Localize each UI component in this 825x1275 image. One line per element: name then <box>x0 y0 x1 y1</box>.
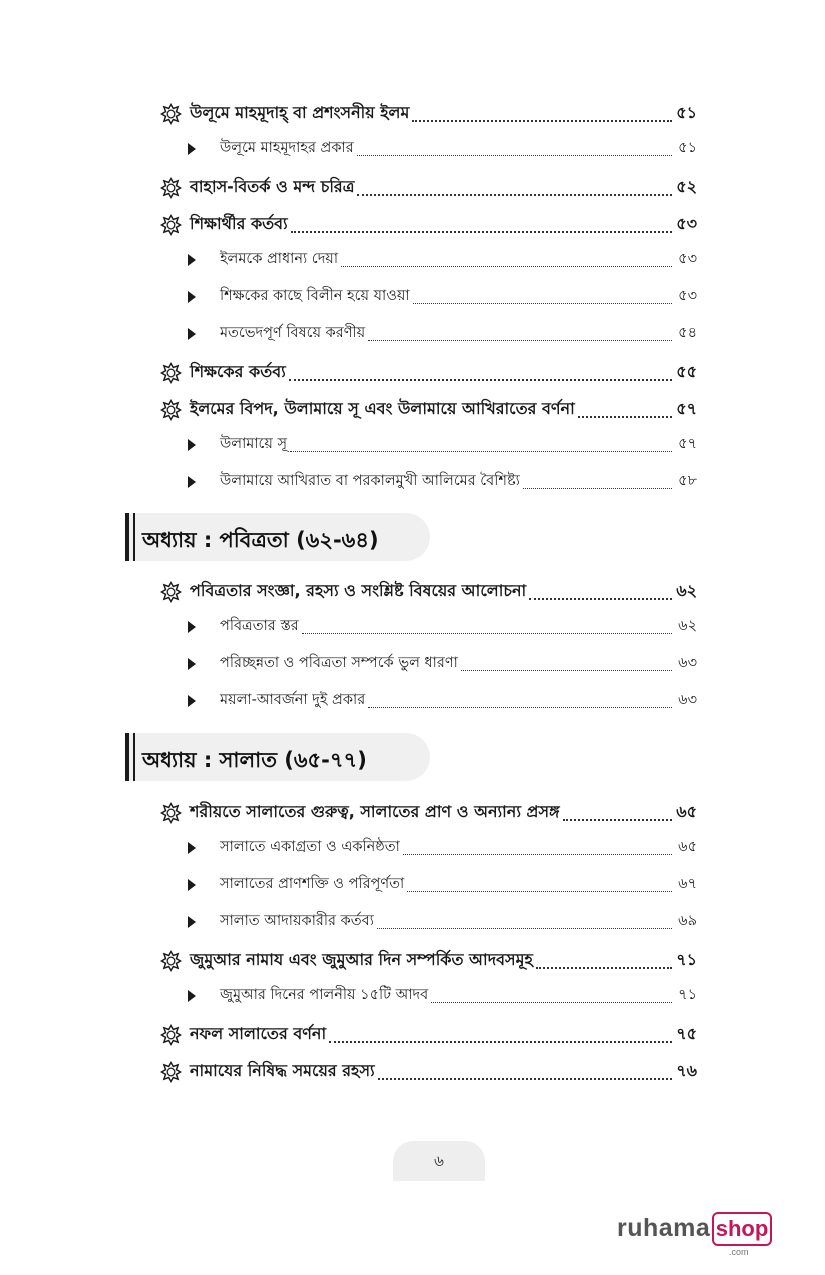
entry-title: বাহাস-বিতর্ক ও মন্দ চরিত্র <box>190 177 355 196</box>
dot-leader <box>407 891 672 892</box>
logo-shop-text: shop <box>715 1216 769 1241</box>
entry-title: পবিত্রতার স্তর <box>220 618 299 634</box>
entry-page-number: ৬৫ <box>678 839 697 855</box>
dot-leader <box>291 231 672 233</box>
chapter-bar <box>125 733 129 781</box>
entry-page-number: ৭১ <box>678 987 697 1003</box>
chapter-heading <box>125 733 430 781</box>
entry-title: জুমুআর নামায এবং জুমুআর দিন সম্পর্কিত আদবসমূহ <box>190 950 533 969</box>
triangle-right-icon <box>188 621 196 633</box>
dot-leader <box>431 1002 672 1003</box>
entry-title: ময়লা-আবর্জনা দুই প্রকার <box>220 692 366 708</box>
entry-page-number: ৫৭ <box>676 399 697 418</box>
entry-title: পবিত্রতার সংজ্ঞা, রহস্য ও সংশ্লিষ্ট বিষয়ের আলোচনা <box>190 581 527 600</box>
toc-subentry[interactable] <box>188 322 697 346</box>
dot-leader <box>578 416 672 418</box>
triangle-right-icon <box>188 990 196 1002</box>
dot-leader <box>289 379 672 381</box>
toc-entry[interactable] <box>160 359 697 386</box>
octagram-star-icon <box>160 214 182 236</box>
entry-page-number: ৭১ <box>676 950 697 969</box>
triangle-right-icon <box>188 695 196 707</box>
page-number: ৬ <box>393 1141 485 1181</box>
entry-title: শিক্ষার্থীর কর্তব্য <box>190 214 288 233</box>
logo-shop-box <box>712 1212 772 1246</box>
toc-subentry[interactable] <box>188 984 697 1008</box>
entry-page-number: ৬৭ <box>678 876 697 892</box>
dot-leader <box>529 598 672 600</box>
entry-title: সালাতের প্রাণশক্তি ও পরিপূর্ণতা <box>220 876 405 892</box>
entry-page-number: ৭৫ <box>676 1024 697 1043</box>
entry-page-number: ৬৯ <box>678 913 697 929</box>
triangle-right-icon <box>188 658 196 670</box>
dot-leader <box>523 488 672 489</box>
toc-subentry[interactable] <box>188 285 697 309</box>
ruhama-shop-logo <box>617 1212 777 1260</box>
toc-subentry[interactable] <box>188 836 697 860</box>
toc-subentry[interactable] <box>188 433 697 457</box>
entry-page-number: ৫২ <box>676 177 697 196</box>
octagram-star-icon <box>160 581 182 603</box>
entry-page-number: ৫১ <box>676 103 697 122</box>
triangle-right-icon <box>188 916 196 928</box>
entry-page-number: ৫১ <box>678 140 697 156</box>
triangle-right-icon <box>188 143 196 155</box>
entry-page-number: ৫৩ <box>678 251 697 267</box>
triangle-right-icon <box>188 254 196 266</box>
dot-leader <box>378 1078 672 1080</box>
toc-subentry[interactable] <box>188 470 697 494</box>
octagram-star-icon <box>160 103 182 125</box>
octagram-star-icon <box>160 1061 182 1083</box>
entry-page-number: ৬৩ <box>678 655 697 671</box>
entry-title: শিক্ষকের কর্তব্য <box>190 362 286 381</box>
entry-title: নামাযের নিষিদ্ধ সময়ের রহস্য <box>190 1061 375 1080</box>
toc-entry[interactable] <box>160 100 697 127</box>
dot-leader <box>461 670 672 671</box>
entry-title: উলামায়ে আখিরাত বা পরকালমুখী আলিমের বৈশিষ্ট্য <box>220 473 520 489</box>
dot-leader <box>357 194 672 196</box>
entry-page-number: ৬২ <box>676 581 697 600</box>
toc-entry[interactable] <box>160 396 697 423</box>
entry-title: জুমুআর দিনের পালনীয় ১৫টি আদব <box>220 987 429 1003</box>
toc-subentry[interactable] <box>188 137 697 161</box>
toc-entry[interactable] <box>160 947 697 974</box>
dot-leader <box>377 928 672 929</box>
toc-entry[interactable] <box>160 1058 697 1085</box>
toc-entry[interactable] <box>160 174 697 201</box>
entry-page-number: ৫৮ <box>678 473 697 489</box>
chapter-heading <box>125 513 430 561</box>
entry-title: উলামায়ে সূ <box>220 436 288 452</box>
dot-leader <box>403 854 672 855</box>
dot-leader <box>329 1041 672 1043</box>
logo-domain-text: .com <box>729 1247 749 1257</box>
entry-page-number: ৫৫ <box>676 362 697 381</box>
chapter-bar <box>125 513 129 561</box>
dot-leader <box>563 819 672 821</box>
chapter-title: অধ্যায় : পবিত্রতা (৬২-৬৪) <box>142 528 379 552</box>
toc-subentry[interactable] <box>188 248 697 272</box>
dot-leader <box>290 451 672 452</box>
entry-title: মতভেদপূর্ণ বিষয়ে করণীয় <box>220 325 366 341</box>
octagram-star-icon <box>160 950 182 972</box>
entry-title: উলূমে মাহমূদাহর প্রকার <box>220 140 354 156</box>
dot-leader <box>413 303 672 304</box>
toc-subentry[interactable] <box>188 615 697 639</box>
chapter-bar <box>133 733 135 781</box>
triangle-right-icon <box>188 842 196 854</box>
dot-leader <box>357 155 672 156</box>
dot-leader <box>536 967 672 969</box>
toc-subentry[interactable] <box>188 689 697 713</box>
octagram-star-icon <box>160 399 182 421</box>
toc-entry[interactable] <box>160 1021 697 1048</box>
dot-leader <box>341 266 672 267</box>
octagram-star-icon <box>160 362 182 384</box>
chapter-title: অধ্যায় : সালাত (৬৫-৭৭) <box>142 748 367 772</box>
entry-page-number: ৭৬ <box>676 1061 697 1080</box>
entry-title: উলূমে মাহমূদাহ্‌ বা প্রশংসনীয় ইলম <box>190 103 410 122</box>
dot-leader <box>368 340 672 341</box>
entry-page-number: ৬৩ <box>678 692 697 708</box>
dot-leader <box>412 120 672 122</box>
entry-page-number: ৫৩ <box>676 214 697 233</box>
entry-title: ইলমকে প্রাধান্য দেয়া <box>220 251 339 267</box>
triangle-right-icon <box>188 476 196 488</box>
entry-title: শিক্ষকের কাছে বিলীন হয়ে যাওয়া <box>220 288 410 304</box>
toc-subentry[interactable] <box>188 652 697 676</box>
toc-entry[interactable] <box>160 211 697 238</box>
dot-leader <box>368 707 672 708</box>
octagram-star-icon <box>160 802 182 824</box>
entry-page-number: ৫৪ <box>678 325 697 341</box>
triangle-right-icon <box>188 328 196 340</box>
dot-leader <box>302 633 672 634</box>
toc-entry[interactable] <box>160 799 697 826</box>
logo-text: ruhama <box>617 1214 711 1242</box>
entry-page-number: ৬৫ <box>676 802 697 821</box>
entry-title: ইলমের বিপদ, উলামায়ে সূ এবং উলামায়ে আখিরাতের বর্ণনা <box>190 399 575 418</box>
toc-subentry[interactable] <box>188 910 697 934</box>
chapter-bar <box>133 513 135 561</box>
entry-page-number: ৫৭ <box>678 436 697 452</box>
entry-title: সালাতে একাগ্রতা ও একনিষ্ঠতা <box>220 839 400 855</box>
entry-page-number: ৫৩ <box>678 288 697 304</box>
octagram-star-icon <box>160 1024 182 1046</box>
triangle-right-icon <box>188 879 196 891</box>
entry-page-number: ৬২ <box>678 618 697 634</box>
entry-title: শরীয়তে সালাতের গুরুত্ব, সালাতের প্রাণ ও অন্যান্য প্রসঙ্গ <box>190 802 560 821</box>
triangle-right-icon <box>188 439 196 451</box>
entry-title: পরিচ্ছন্নতা ও পবিত্রতা সম্পর্কে ভুল ধারণা <box>220 655 458 671</box>
octagram-star-icon <box>160 177 182 199</box>
entry-title: নফল সালাতের বর্ণনা <box>190 1024 327 1043</box>
entry-title: সালাত আদায়কারীর কর্তব্য <box>220 913 374 929</box>
toc-entry[interactable] <box>160 578 697 605</box>
toc-subentry[interactable] <box>188 873 697 897</box>
triangle-right-icon <box>188 291 196 303</box>
